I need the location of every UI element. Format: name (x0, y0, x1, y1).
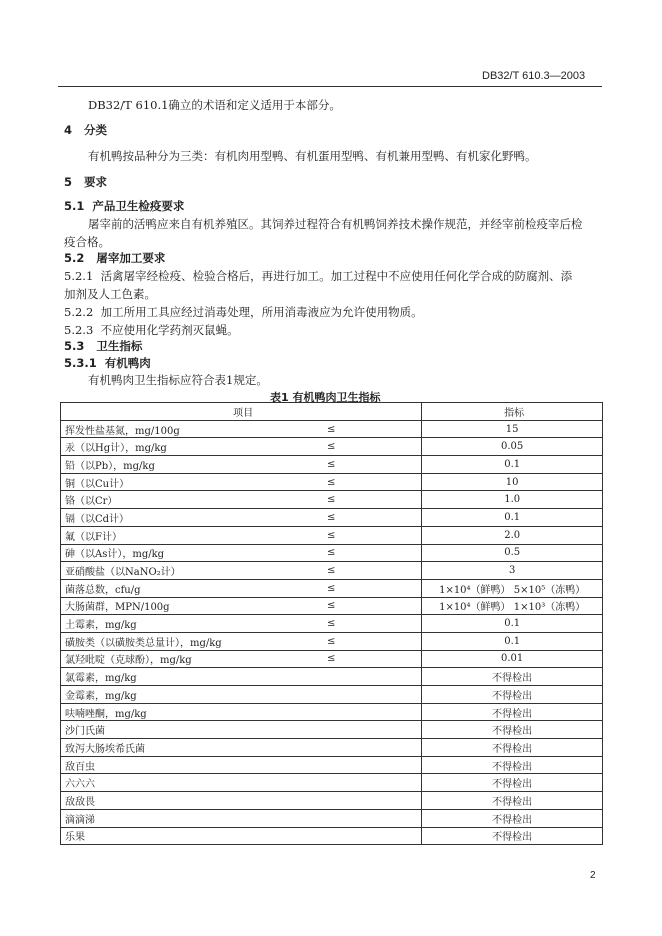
operator-cell (241, 686, 422, 704)
operator-cell: ≤ (241, 615, 422, 633)
item-cell: 呋喃唑酮，mg/kg (61, 703, 242, 721)
section-5-2-number: 5.2 (64, 251, 85, 265)
table-row (61, 809, 603, 827)
section-5-3-1-heading (64, 355, 151, 371)
section-5-1-number: 5.1 (64, 199, 85, 213)
item-cell: 敌百虫 (61, 756, 242, 774)
value-cell: 不得检出 (422, 703, 603, 721)
table-row (61, 827, 603, 845)
operator-cell: ≤ (241, 650, 422, 668)
item-cell: 乐果 (61, 827, 242, 845)
table-row (61, 509, 603, 527)
section-5-2-3 (64, 322, 239, 338)
value-cell: 0.5 (422, 544, 603, 562)
value-cell: 3 (422, 562, 603, 580)
table-row (61, 420, 603, 438)
item-cell: 氯霉素，mg/kg (61, 668, 242, 686)
value-cell: 1×10⁴（鲜鸭） 1×10³（冻鸭） (422, 597, 603, 615)
value-cell: 1×10⁴（鲜鸭） 5×10⁵（冻鸭） (422, 579, 603, 597)
section-5-3-1-number: 5.3.1 (64, 356, 97, 370)
item-cell: 铬（以Cr） (61, 491, 242, 509)
item-cell: 氯羟吡啶（克球酚），mg/kg (61, 650, 242, 668)
item-cell: 金霉素，mg/kg (61, 686, 242, 704)
column-header-value: 指标 (422, 403, 603, 421)
value-cell: 0.05 (422, 438, 603, 456)
table-row (61, 668, 603, 686)
table-caption: 表1 有机鸭肉卫生指标 (270, 391, 381, 404)
hygiene-index-table (60, 402, 603, 845)
table-row (61, 792, 603, 810)
operator-cell (241, 809, 422, 827)
value-cell: 15 (422, 420, 603, 438)
operator-cell: ≤ (241, 473, 422, 491)
table-row (61, 739, 603, 757)
table-row (61, 544, 603, 562)
section-5-heading (64, 174, 107, 190)
table-row (61, 579, 603, 597)
table-row (61, 686, 603, 704)
value-cell: 不得检出 (422, 721, 603, 739)
operator-cell: ≤ (241, 526, 422, 544)
operator-cell: ≤ (241, 544, 422, 562)
section-5-2-1-number: 5.2.1 (64, 269, 94, 283)
table-row (61, 650, 603, 668)
value-cell: 0.1 (422, 456, 603, 474)
section-5-2-2 (64, 304, 423, 320)
section-5-1-title: 产品卫生检疫要求 (92, 199, 185, 213)
operator-cell: ≤ (241, 491, 422, 509)
section-5-2-2-text: 加工所用工具应经过消毒处理，所用消毒液应为允许使用物质。 (100, 305, 423, 319)
section-5-2-1 (64, 268, 572, 284)
item-cell: 铜（以Cu计） (61, 473, 242, 491)
value-cell: 不得检出 (422, 809, 603, 827)
doc-code-header: DB32/T 610.3—2003 (482, 70, 586, 82)
table-header-row (61, 403, 603, 421)
operator-cell (241, 774, 422, 792)
operator-cell: ≤ (241, 632, 422, 650)
value-cell: 0.1 (422, 615, 603, 633)
item-cell: 镉（以Cd计） (61, 509, 242, 527)
table-row (61, 632, 603, 650)
item-cell: 致泻大肠埃希氏菌 (61, 739, 242, 757)
section-5-2-title: 屠宰加工要求 (96, 251, 166, 265)
operator-cell (241, 827, 422, 845)
section-4-number: 4 (64, 123, 73, 137)
section-5-3-heading (64, 338, 142, 354)
header-rule (58, 86, 602, 87)
operator-cell: ≤ (241, 420, 422, 438)
section-4-heading (64, 122, 107, 138)
section-5-3-title: 卫生指标 (96, 339, 143, 353)
operator-cell: ≤ (241, 579, 422, 597)
operator-cell (241, 792, 422, 810)
item-cell: 菌落总数，cfu/g (61, 579, 242, 597)
value-cell: 0.01 (422, 650, 603, 668)
table-row (61, 721, 603, 739)
operator-cell: ≤ (241, 597, 422, 615)
operator-cell: ≤ (241, 456, 422, 474)
section-5-2-1-text: 活禽屠宰经检疫、检验合格后，再进行加工。加工过程中不应使用任何化学合成的防腐剂、添 (100, 269, 573, 283)
table-row (61, 473, 603, 491)
page-number: 2 (590, 870, 596, 881)
operator-cell (241, 756, 422, 774)
section-4-title: 分类 (84, 123, 108, 137)
value-cell: 不得检出 (422, 774, 603, 792)
table-row (61, 597, 603, 615)
section-5-1-text-line2: 疫合格。 (64, 235, 110, 249)
table-row (61, 456, 603, 474)
item-cell: 铅（以Pb），mg/kg (61, 456, 242, 474)
section-5-2-2-number: 5.2.2 (64, 305, 94, 319)
value-cell: 1.0 (422, 491, 603, 509)
value-cell: 0.1 (422, 632, 603, 650)
item-cell: 汞（以Hg计），mg/kg (61, 438, 242, 456)
item-cell: 砷（以As计），mg/kg (61, 544, 242, 562)
section-5-1-heading (64, 198, 184, 214)
table-row (61, 526, 603, 544)
value-cell: 不得检出 (422, 668, 603, 686)
section-5-title: 要求 (84, 175, 108, 189)
item-cell: 氟（以F计） (61, 526, 242, 544)
value-cell: 不得检出 (422, 686, 603, 704)
item-cell: 大肠菌群，MPN/100g (61, 597, 242, 615)
operator-cell: ≤ (241, 509, 422, 527)
section-5-2-heading (64, 250, 165, 266)
intro-line: DB32/T 610.1确立的术语和定义适用于本部分。 (88, 98, 341, 112)
section-4-text: 有机鸭按品种分为三类：有机肉用型鸭、有机蛋用型鸭、有机兼用型鸭、有机家化野鸭。 (88, 149, 537, 163)
value-cell: 不得检出 (422, 756, 603, 774)
table-row (61, 774, 603, 792)
item-cell: 敌敌畏 (61, 792, 242, 810)
section-5-3-number: 5.3 (64, 339, 85, 353)
value-cell: 不得检出 (422, 827, 603, 845)
operator-cell (241, 703, 422, 721)
value-cell: 不得检出 (422, 739, 603, 757)
item-cell: 亚硝酸盐（以NaNO₂计） (61, 562, 242, 580)
operator-cell: ≤ (241, 562, 422, 580)
section-5-2-1-text-line2: 加剂及人工色素。 (64, 287, 156, 301)
value-cell: 不得检出 (422, 792, 603, 810)
section-5-2-3-number: 5.2.3 (64, 323, 94, 337)
operator-cell (241, 668, 422, 686)
section-5-3-1-title: 有机鸭肉 (104, 356, 151, 370)
table-row (61, 756, 603, 774)
section-5-1-text-line1: 屠宰前的活鸭应来自有机养殖区。其饲养过程符合有机鸭饲养技术操作规范，并经宰前检疫宰后检 (88, 217, 583, 231)
table-row (61, 615, 603, 633)
item-cell: 土霉素，mg/kg (61, 615, 242, 633)
item-cell: 滴滴涕 (61, 809, 242, 827)
table-row (61, 491, 603, 509)
item-cell: 磺胺类（以磺胺类总量计），mg/kg (61, 632, 242, 650)
item-cell: 六六六 (61, 774, 242, 792)
item-cell: 沙门氏菌 (61, 721, 242, 739)
section-5-3-1-text: 有机鸭肉卫生指标应符合表1规定。 (88, 373, 268, 387)
table-row (61, 703, 603, 721)
section-5-2-3-text: 不应使用化学药剂灭鼠蝇。 (100, 323, 239, 337)
operator-cell (241, 721, 422, 739)
value-cell: 0.1 (422, 509, 603, 527)
item-cell: 挥发性盐基氮，mg/100g (61, 420, 242, 438)
table-row (61, 438, 603, 456)
value-cell: 10 (422, 473, 603, 491)
operator-cell (241, 739, 422, 757)
section-5-number: 5 (64, 175, 73, 189)
table-row (61, 562, 603, 580)
column-header-item: 项目 (61, 403, 422, 421)
value-cell: 2.0 (422, 526, 603, 544)
operator-cell: ≤ (241, 438, 422, 456)
